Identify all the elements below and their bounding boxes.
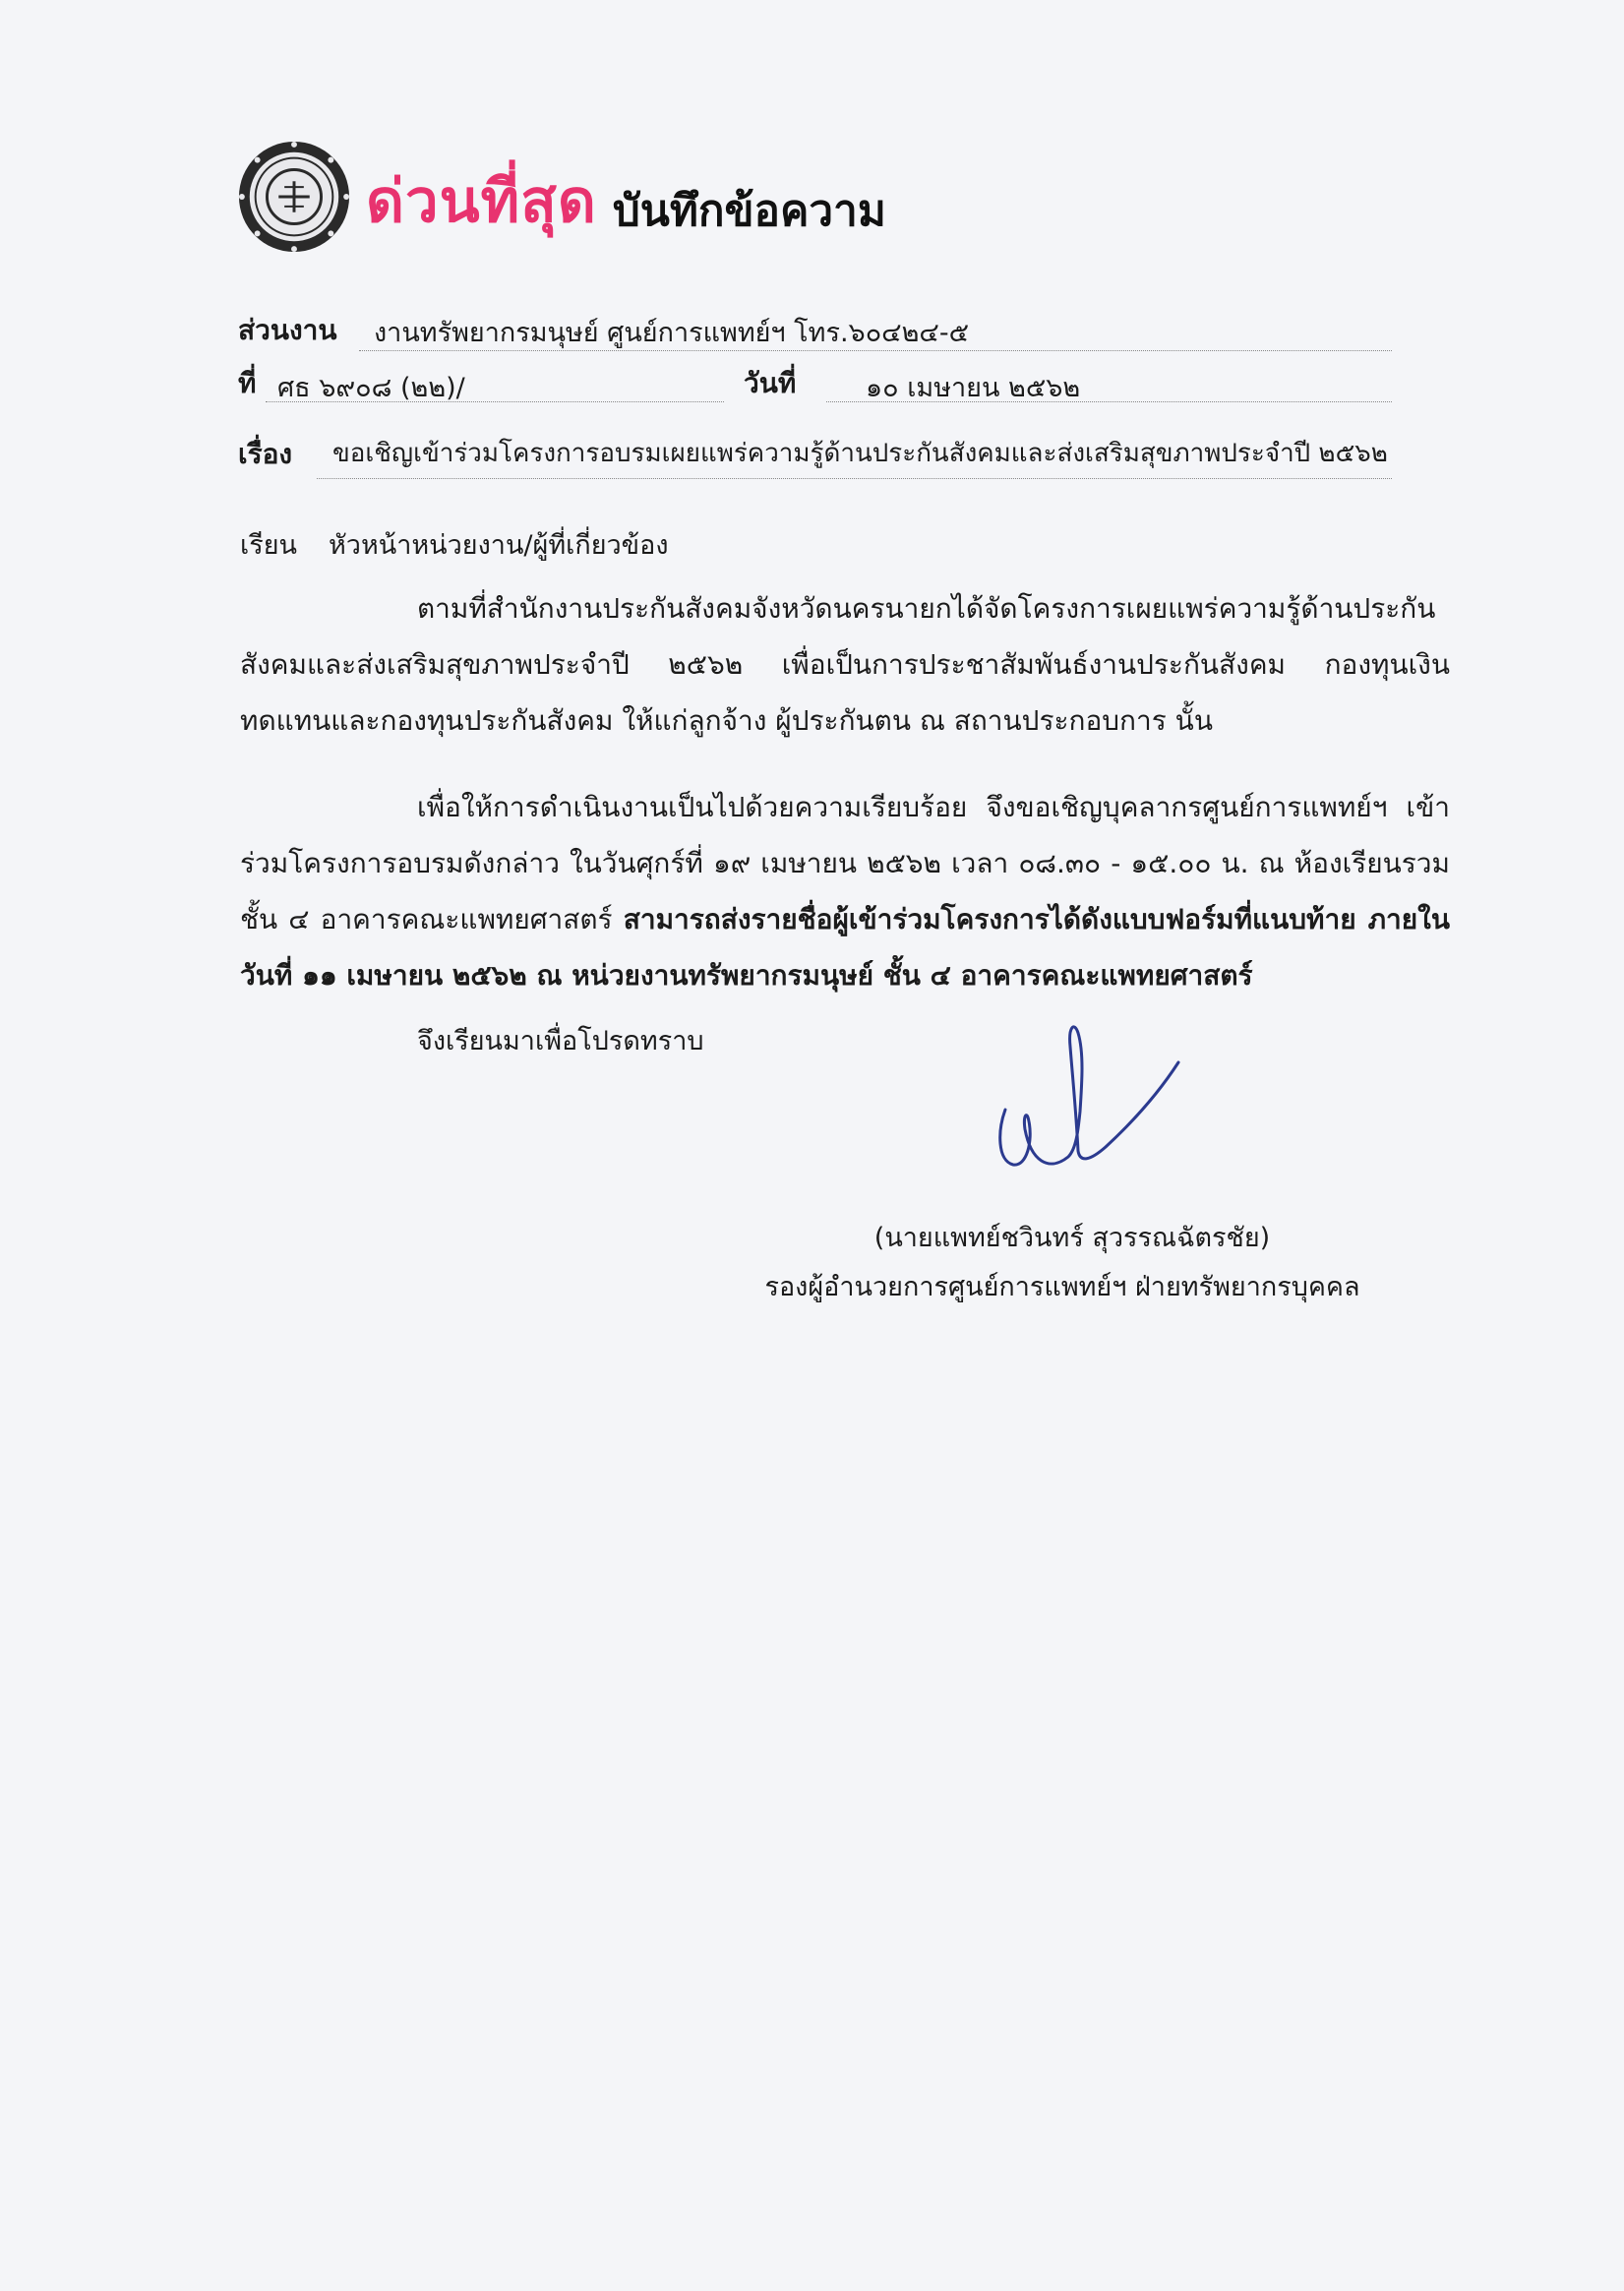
ref-label: ที่ xyxy=(238,367,257,399)
subject-dotted-line xyxy=(317,478,1392,479)
department-value: งานทรัพยากรมนุษย์ ศูนย์การแพทย์ฯ โทร.๖๐๔๒๔-๕ xyxy=(374,318,970,348)
salutation-value: หัวหน้าหน่วยงาน/ผู้ที่เกี่ยวข้อง xyxy=(329,530,669,561)
urgent-stamp: ด่วนที่สุด xyxy=(366,166,597,236)
signatory-position: รองผู้อำนวยการศูนย์การแพทย์ฯ ฝ่ายทรัพยากรบุคคล xyxy=(764,1272,1360,1302)
memo-title: บันทึกข้อความ xyxy=(612,186,886,236)
closing-text: จึงเรียนมาเพื่อโปรดทราบ xyxy=(417,1026,704,1056)
memo-header xyxy=(236,138,886,256)
university-seal-icon xyxy=(236,139,352,255)
signatory-name: (นายแพทย์ชวินทร์ สุวรรณฉัตรชัย) xyxy=(873,1223,1271,1253)
subject-label: เรื่อง xyxy=(238,438,293,470)
ref-dotted-line xyxy=(266,401,724,402)
date-value: ๑๐ เมษายน ๒๕๖๒ xyxy=(866,373,1081,403)
ref-value: ศธ ๖๙๐๘ (๒๒)/ xyxy=(277,373,465,403)
body-paragraph-2 xyxy=(240,779,1450,1003)
salutation-label: เรียน xyxy=(240,530,298,561)
department-label: ส่วนงาน xyxy=(238,314,337,346)
body-paragraph-1: ตามที่สำนักงานประกันสังคมจังหวัดนครนายกได้จัดโครงการเผยแพร่ความรู้ด้านประกันสังคมและส่งเสริมสุขภาพประจำปี ๒๕๖๒ เพื่อเป็นการประชาสัมพันธ์งานประกันสังคม กองทุนเงินทดแทนและกองทุนประกันสังคม ให้แก่ลูกจ้าง ผู้ประกันตน ณ สถานประกอบการ นั้น xyxy=(240,592,1450,737)
handwritten-signature xyxy=(984,1013,1190,1180)
date-dotted-line xyxy=(826,401,1392,402)
body-paragraph-2-normal: เพื่อให้การดำเนินงานเป็นไปด้วยความเรียบร้อย จึงขอเชิญบุคลากรศูนย์การแพทย์ฯ เข้าร่วมโครงการอบรมดังกล่าว ในวันศุกร์ที่ ๑๙ เมษายน ๒๕๖๒ เวลา ๐๘.๓๐ - ๑๕.๐๐ น. ณ ห้องเรียนรวม ชั้น ๔ อาคารคณะแพทยศาสตร์ xyxy=(240,791,1450,935)
date-label: วันที่ xyxy=(744,367,797,399)
department-dotted-line xyxy=(359,350,1392,351)
body-paragraph-2-bold: สามารถส่งรายชื่อผู้เข้าร่วมโครงการได้ดังแบบฟอร์มที่แนบท้าย ภายในวันที่ ๑๑ เมษายน ๒๕๖๒ ณ หน่วยงานทรัพยากรมนุษย์ ชั้น ๔ อาคารคณะแพทยศาสตร์ xyxy=(240,903,1450,992)
subject-value: ขอเชิญเข้าร่วมโครงการอบรมเผยแพร่ความรู้ด้านประกันสังคมและส่งเสริมสุขภาพประจำปี ๒๕๖๒ xyxy=(332,439,1388,468)
